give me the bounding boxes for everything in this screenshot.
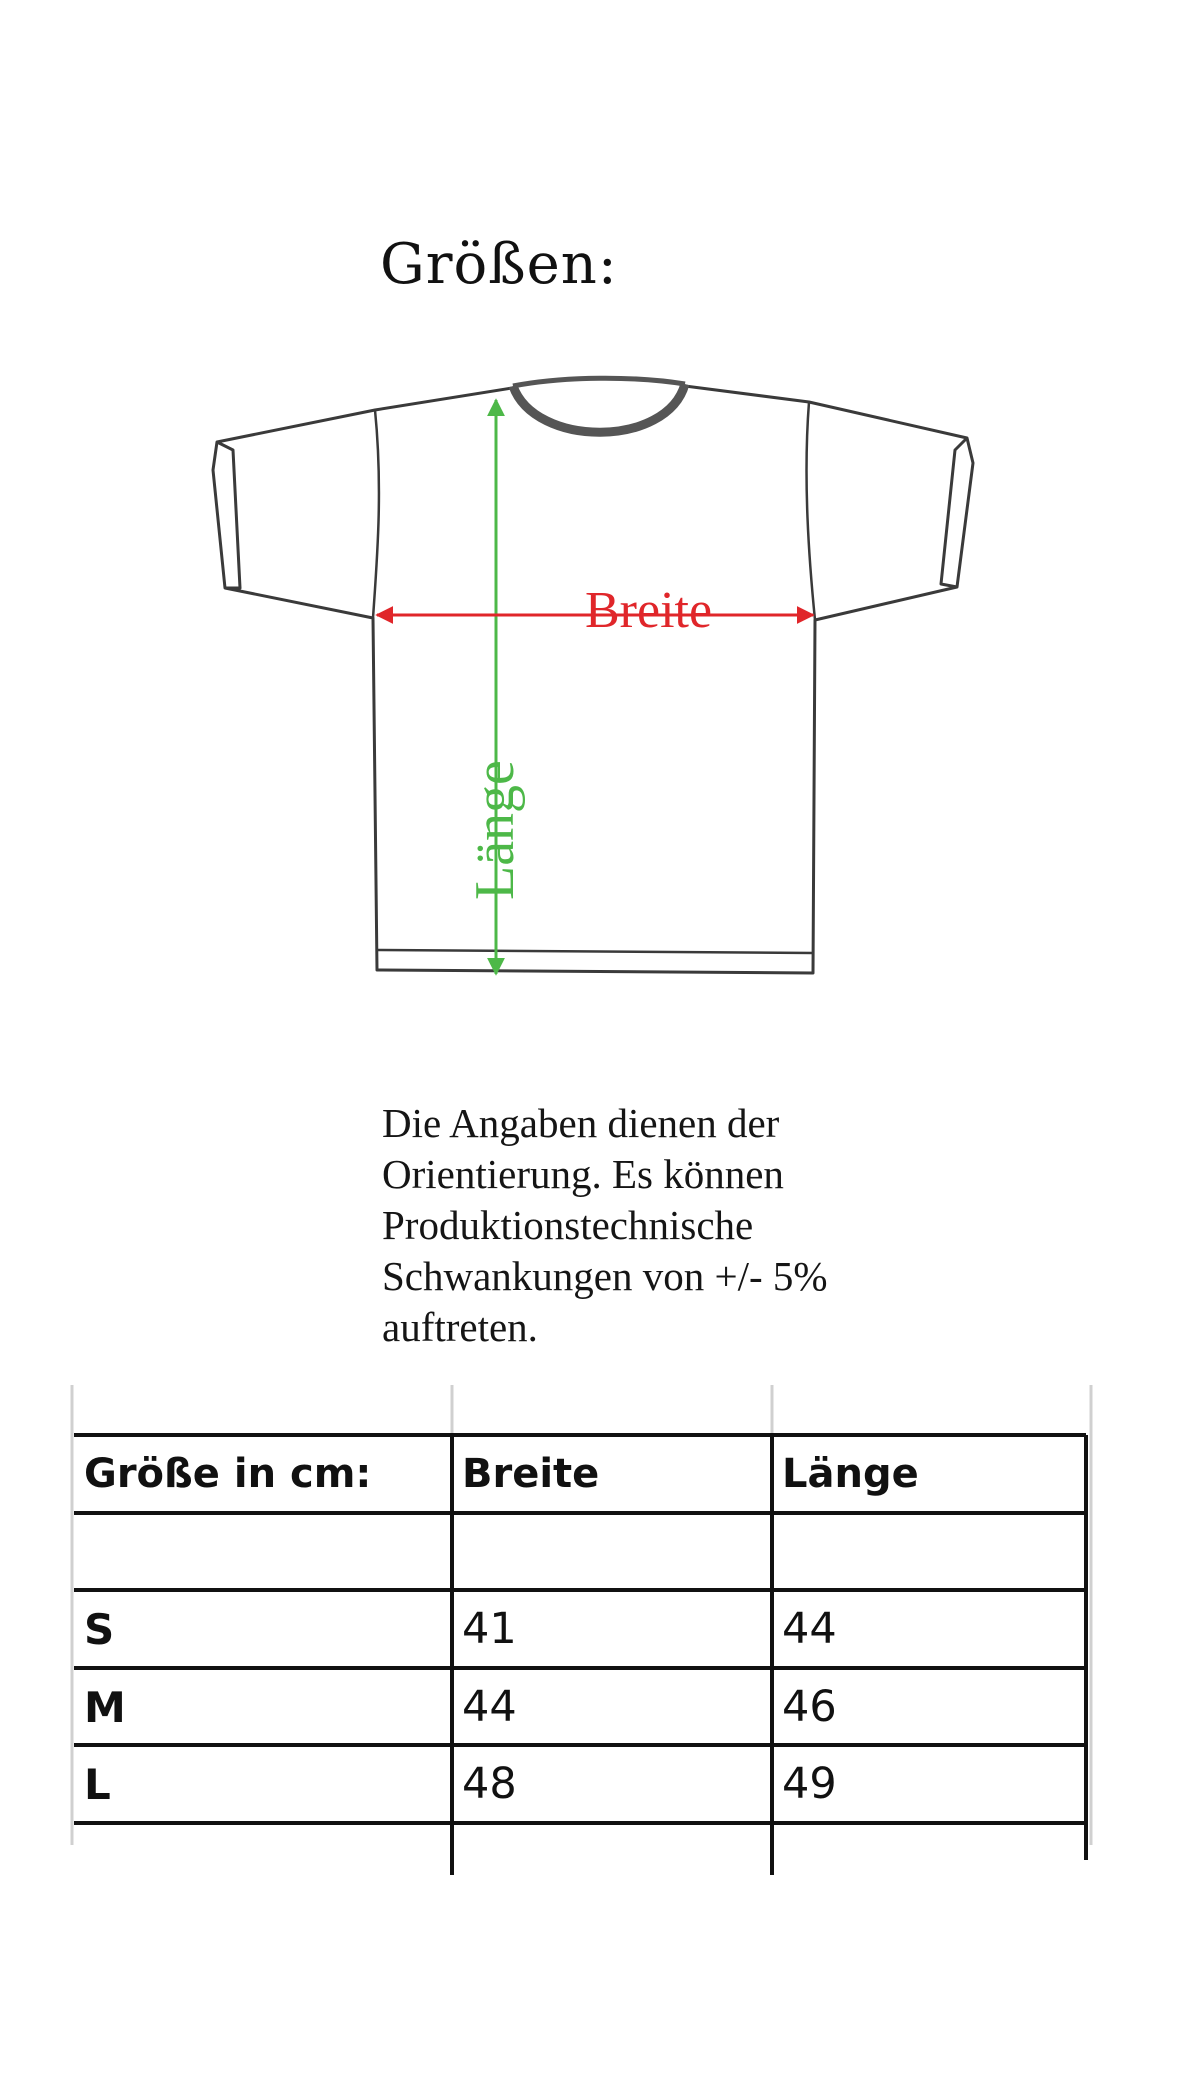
header-size: Größe in cm: [84,1451,372,1497]
row-size-m: M [84,1683,126,1732]
row-breite-l: 48 [462,1759,517,1809]
row-laenge-l: 49 [782,1759,837,1809]
row-breite-m: 44 [462,1682,517,1732]
tshirt-outline [213,386,973,973]
header-breite: Breite [462,1451,600,1497]
collar [513,378,685,432]
row-laenge-s: 44 [782,1604,837,1654]
row-size-s: S [84,1605,115,1654]
size-note: Die Angaben dienen der Orientierung. Es können Produktionstechnische Schwankungen von +/- 5% auftreten. [382,1100,828,1350]
length-label: Länge [464,760,526,900]
tshirt-diagram [205,370,995,1010]
page-title: Größen: [380,232,618,297]
size-table [66,1385,1106,1885]
row-breite-s: 41 [462,1604,517,1654]
header-laenge: Länge [782,1451,919,1497]
width-label: Breite [585,582,713,639]
row-size-l: L [84,1760,111,1809]
row-laenge-m: 46 [782,1682,837,1732]
